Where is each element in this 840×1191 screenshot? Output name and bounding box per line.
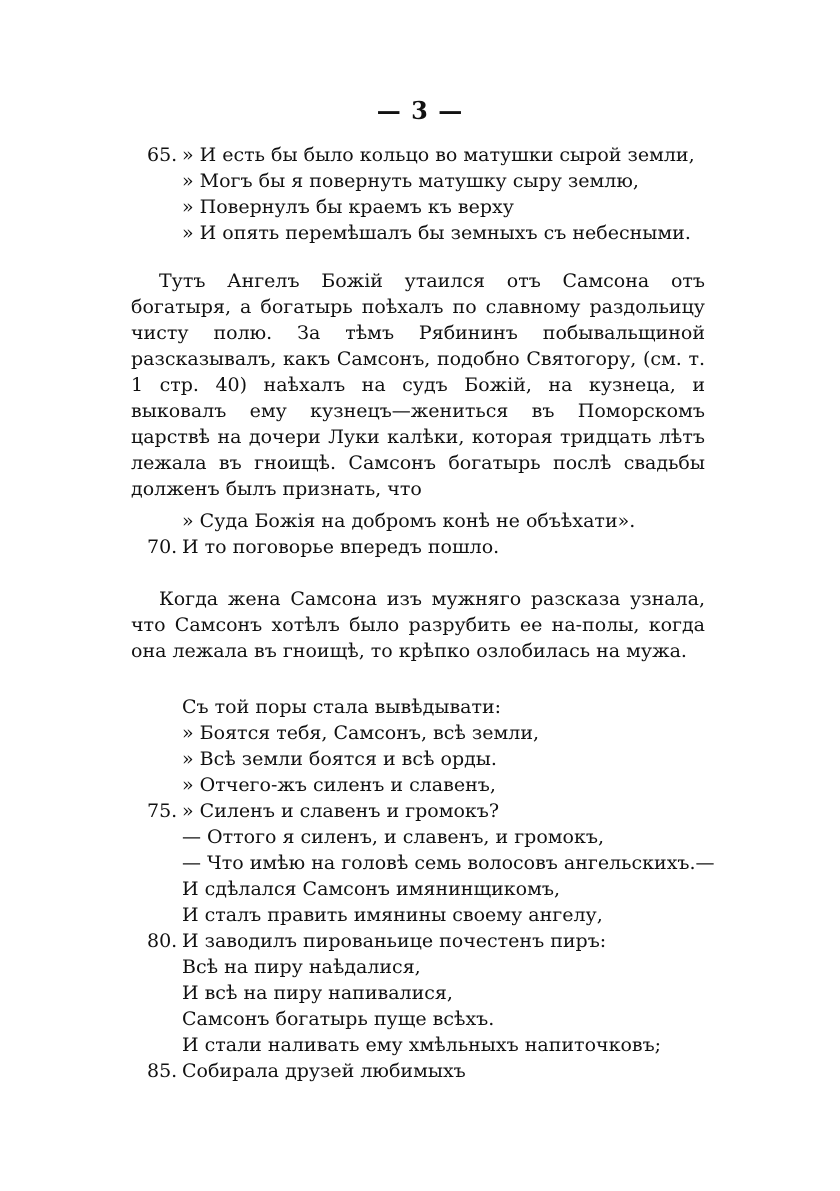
verse-text: » Всѣ земли боятся и всѣ орды. — [182, 748, 497, 770]
verse-line — [182, 694, 501, 720]
verse-line — [182, 1006, 494, 1032]
verse-text: — Оттого я силенъ, и славенъ, и громокъ, — [182, 826, 604, 848]
verse-text: И стали наливать ему хмѣльныхъ напиточковъ; — [182, 1034, 662, 1056]
verse-text: И сдѣлался Самсонъ имянинщикомъ, — [182, 878, 561, 900]
verse-line — [182, 824, 604, 850]
line-number: 80. — [147, 930, 178, 952]
prose-paragraph: Тутъ Ангелъ Божій утаился отъ Самсона отъ богатыря, а богатырь поѣхалъ по славному раздольицу чисту полю. За тѣмъ Рябининъ побывальщиной разсказывалъ, какъ Самсонъ, подобно Святогору, (см. т. 1 стр. 40) наѣхалъ на судъ Божій, на кузнеца, и выковалъ ему кузнецъ—жениться въ Поморскомъ царствѣ на дочери Луки калѣки, которая тридцать лѣтъ лежала въ гноищѣ. Самсонъ богатырь послѣ свадьбы долженъ былъ признать, что — [131, 270, 705, 500]
verse-line — [182, 220, 691, 246]
verse-text: » Силенъ и славенъ и громокъ? — [182, 800, 500, 822]
verse-text: Самсонъ богатырь пуще всѣхъ. — [182, 1008, 495, 1030]
verse-text: Собирала друзей любимыхъ — [182, 1060, 466, 1082]
verse-line — [182, 850, 715, 876]
verse-line — [182, 746, 497, 772]
verse-text: — Что имѣю на головѣ семь волосовъ ангельскихъ.— — [182, 852, 715, 874]
verse-text: » Боятся тебя, Самсонъ, всѣ земли, — [182, 722, 540, 744]
verse-line — [182, 954, 421, 980]
verse-line — [182, 720, 539, 746]
verse-line — [182, 902, 603, 928]
verse-line — [182, 772, 496, 798]
verse-text: » Суда Божія на добромъ конѣ не объѣхати». — [182, 510, 636, 532]
verse-line — [182, 194, 514, 220]
verse-line — [182, 168, 639, 194]
verse-line — [182, 876, 560, 902]
verse-line — [182, 980, 453, 1006]
verse-text: » И есть бы было кольцо во матушки сырой земли, — [182, 144, 695, 166]
verse-line — [182, 508, 635, 534]
verse-text: » Могъ бы я повернуть матушку сыру землю, — [182, 170, 639, 192]
line-number: 65. — [147, 144, 178, 166]
verse-text: И заводилъ пированьице почестенъ пиръ: — [182, 930, 607, 952]
verse-text: » Отчего-жъ силенъ и славенъ, — [182, 774, 496, 796]
verse-text: И всѣ на пиру напивалися, — [182, 982, 453, 1004]
verse-text: И то поговорье впередъ пошло. — [182, 536, 500, 558]
verse-line — [182, 1032, 661, 1058]
verse-text: » Повернулъ бы краемъ къ верху — [182, 196, 514, 218]
line-number: 75. — [147, 800, 178, 822]
verse-text: Всѣ на пиру наѣдалися, — [182, 956, 421, 978]
line-number: 85. — [147, 1060, 178, 1082]
verse-text: И сталъ править имянины своему ангелу, — [182, 904, 603, 926]
page-number: — 3 — — [376, 96, 464, 125]
verse-text: » И опять перемѣшалъ бы земныхъ съ небесными. — [182, 222, 691, 244]
line-number: 70. — [147, 536, 178, 558]
verse-text: Съ той поры стала вывѣдывати: — [182, 696, 502, 718]
prose-paragraph: Когда жена Самсона изъ мужняго разсказа узнала, что Самсонъ хотѣлъ было разрубить ее на-полы, когда она лежала въ гноищѣ, то крѣпко озлобилась на мужа. — [131, 588, 705, 662]
